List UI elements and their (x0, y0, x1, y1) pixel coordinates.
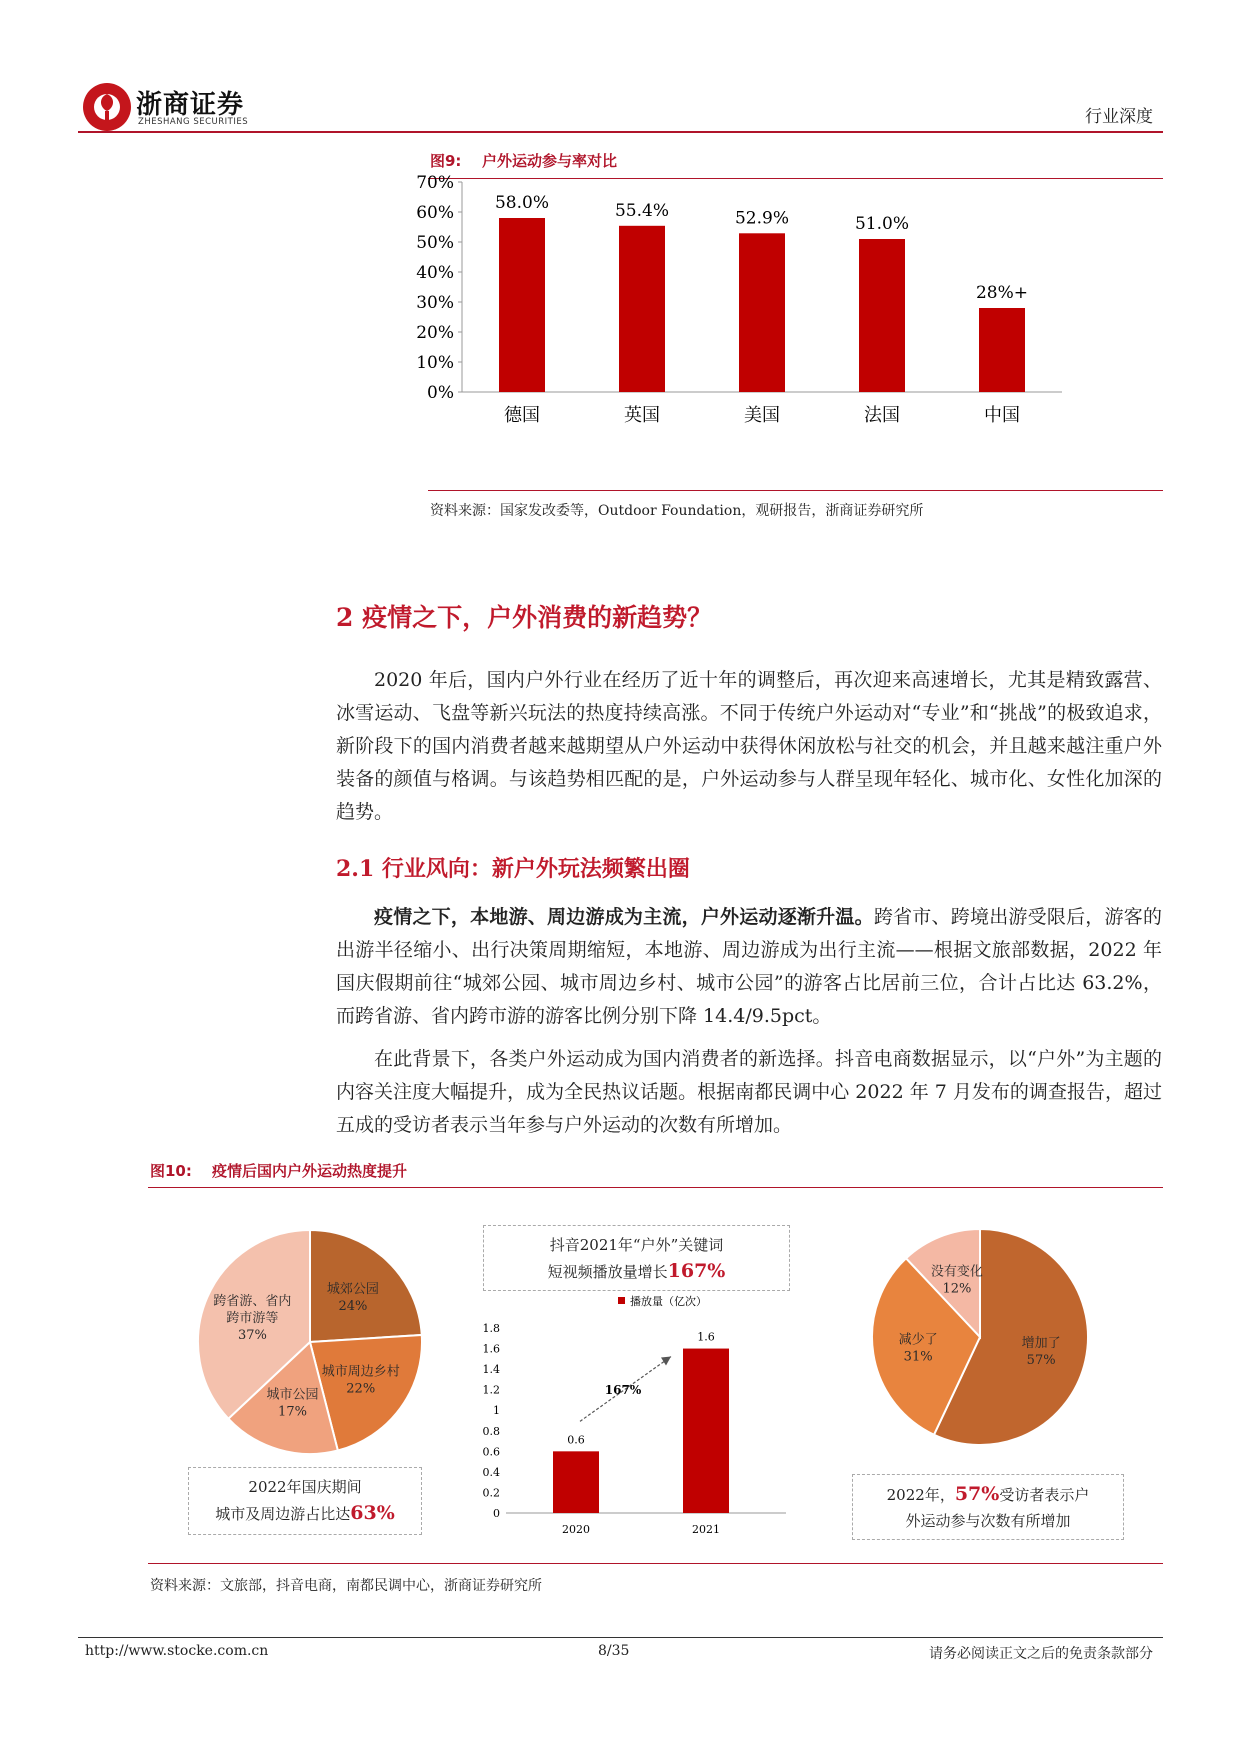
fig9-source: 资料来源：国家发改委等，Outdoor Foundation，观研报告，浙商证券研究所 (430, 503, 924, 519)
y-tick-label: 1.6 (482, 1342, 500, 1356)
y-tick-label: 70% (416, 173, 454, 193)
bar-value-label: 28%+ (975, 283, 1029, 303)
brand-name-en: ZHESHANG SECURITIES (138, 117, 249, 127)
paragraph-2-body: 跨省市、跨境出游受限后，游客的出游半径缩小、出行决策周期缩短，本地游、周边游成为出行主流——根据文旅部数据，2022 年国庆假期前往“城郊公园、城市周边乡村、城市公园”的游客占比居前三位，合计占比达 63.2%，而跨省游、省内跨市游的游客比例分别下降 14.4/9.5pct。 (336, 906, 1162, 1027)
growth-arrow-head (661, 1357, 671, 1366)
brand-name-cn: 浙商证券 (136, 90, 245, 120)
pie-value-label: 12% (942, 1281, 972, 1297)
bar (619, 226, 665, 392)
y-tick-label: 1.4 (482, 1363, 500, 1377)
fig10-label: 图10: (150, 1162, 192, 1180)
y-tick-label: 10% (416, 353, 454, 373)
y-tick-label: 20% (416, 323, 454, 343)
y-tick-label: 0.2 (482, 1486, 500, 1500)
pie-category-label: 城市周边乡村 (321, 1364, 400, 1380)
footer-url[interactable]: http://www.stocke.com.cn (85, 1643, 269, 1659)
pie-value-label: 57% (1026, 1353, 1056, 1369)
travel-callout-line2: 城市及周边游占比达 (215, 1505, 351, 1523)
x-category-label: 2020 (562, 1523, 590, 1536)
y-tick-label: 0.4 (482, 1465, 500, 1479)
pie-value-label: 24% (338, 1298, 368, 1314)
legend-label: 播放量（亿次） (630, 1295, 707, 1308)
pie-value-label: 22% (346, 1381, 376, 1397)
douyin-callout-line1: 抖音2021年“户外”关键词 (549, 1236, 724, 1254)
pie-category-label: 城郊公园 (326, 1281, 379, 1297)
bar-value-label: 0.6 (567, 1433, 585, 1447)
douyin-callout-box (483, 1225, 790, 1291)
bar (979, 308, 1025, 392)
fig9-top-rule (428, 178, 1163, 179)
fig10-caption (150, 1160, 407, 1181)
pie-value-label: 17% (278, 1404, 307, 1420)
pie-value-label: 31% (903, 1349, 933, 1365)
fig10-top-rule (148, 1187, 1163, 1188)
bar (553, 1451, 599, 1513)
pie-category-label: 跨省游、省内 (213, 1294, 292, 1310)
pie-category-label: 城市公园 (266, 1387, 319, 1403)
y-tick-label: 1.8 (482, 1322, 500, 1335)
report-type: 行业深度 (1085, 107, 1153, 127)
survey-callout-suffix: 受访者表示户 (999, 1486, 1090, 1504)
fig10-bottom-rule (148, 1563, 1163, 1564)
paragraph-2 (336, 901, 1162, 1033)
logo-mark-icon (78, 78, 138, 136)
section-title: 2 疫情之下，户外消费的新趋势？ (336, 603, 713, 632)
x-category-label: 中国 (984, 405, 1020, 426)
fig9-label: 图9: (430, 152, 462, 170)
fig9-caption (430, 150, 617, 171)
participation-bar-chart (416, 173, 1163, 485)
pie-category-label: 增加了 (1021, 1336, 1061, 1352)
bar (683, 1349, 729, 1513)
pie-category-label: 减少了 (898, 1332, 938, 1348)
bar-value-label: 1.6 (697, 1330, 715, 1344)
bar-value-label: 52.9% (734, 208, 790, 229)
y-tick-label: 60% (416, 203, 454, 223)
footer-rule (78, 1637, 1163, 1638)
page-number: 8/35 (598, 1643, 630, 1659)
survey-callout-highlight: 57% (954, 1483, 1000, 1505)
bar (739, 233, 785, 392)
survey-callout-prefix: 2022年， (886, 1486, 955, 1504)
paragraph-3: 在此背景下，各类户外运动成为国内消费者的新选择。抖音电商数据显示，以“户外”为主题的内容关注度大幅提升，成为全民热议话题。根据南都民调中心 2022 年 7 月发布的调查报告，超过五成的受访者表示当年参与户外运动的次数有所增加。 (336, 1048, 1162, 1136)
survey-callout-box (852, 1474, 1124, 1540)
fig10-source: 资料来源：文旅部，抖音电商，南都民调中心，浙商证券研究所 (150, 1578, 542, 1594)
pie-value-label: 37% (237, 1328, 267, 1344)
y-tick-label: 1 (493, 1404, 500, 1418)
bar-value-label: 55.4% (614, 200, 670, 221)
douyin-views-bar-chart (470, 1295, 800, 1540)
fig9-title: 户外运动参与率对比 (482, 152, 618, 170)
subsection-title: 2.1 行业风向：新户外玩法频繁出圈 (336, 856, 690, 882)
x-category-label: 法国 (864, 405, 900, 426)
travel-share-pie-chart (190, 1222, 430, 1462)
legend-swatch (618, 1297, 625, 1304)
header-rule (78, 131, 1163, 133)
y-tick-label: 1.2 (482, 1383, 500, 1397)
douyin-callout-line2: 短视频播放量增长 (547, 1263, 668, 1281)
y-tick-label: 50% (416, 233, 454, 253)
x-category-label: 英国 (624, 405, 660, 426)
x-category-label: 2021 (692, 1523, 720, 1536)
y-tick-label: 40% (416, 263, 454, 283)
travel-callout-highlight: 63% (350, 1502, 395, 1524)
travel-callout-box (188, 1467, 422, 1535)
bar-value-label: 58.0% (494, 193, 550, 213)
bar (499, 218, 545, 392)
x-category-label: 德国 (504, 405, 540, 426)
paragraph-1: 2020 年后，国内户外行业在经历了近十年的调整后，再次迎来高速增长，尤其是精致露营、冰雪运动、飞盘等新兴玩法的热度持续高涨。不同于传统户外运动对“专业”和“挑战”的极致追求，新阶段下的国内消费者越来越期望从户外运动中获得休闲放松与社交的机会，并且越来越注重户外装备的颜值与格调。与该趋势相匹配的是，户外运动参与人群呈现年轻化、城市化、女性化加深的趋势。 (336, 669, 1162, 823)
y-tick-label: 0.6 (482, 1445, 500, 1459)
douyin-callout-highlight: 167% (667, 1260, 726, 1282)
y-tick-label: 30% (416, 293, 454, 313)
travel-callout-line1: 2022年国庆期间 (248, 1478, 362, 1496)
company-logo (78, 78, 258, 136)
footer-disclaimer: 请务必阅读正文之后的免责条款部分 (929, 1646, 1153, 1662)
participation-change-pie-chart (865, 1222, 1095, 1452)
survey-callout-line2: 外运动参与次数有所增加 (905, 1512, 1071, 1530)
x-category-label: 美国 (744, 405, 780, 426)
paragraph-2-lead: 疫情之下，本地游、周边游成为主流，户外运动逐渐升温。 (374, 906, 874, 928)
y-tick-label: 0% (427, 383, 454, 403)
bar-value-label: 51.0% (854, 214, 910, 234)
pie-category-label: 没有变化 (930, 1264, 983, 1280)
y-tick-label: 0.8 (482, 1424, 500, 1438)
pie-category-label: 跨市游等 (226, 1311, 279, 1327)
fig10-title: 疫情后国内户外运动热度提升 (212, 1162, 408, 1180)
growth-label: 167% (604, 1382, 642, 1397)
y-tick-label: 0 (493, 1507, 500, 1520)
bar (859, 239, 905, 392)
fig9-bottom-rule (428, 490, 1163, 491)
